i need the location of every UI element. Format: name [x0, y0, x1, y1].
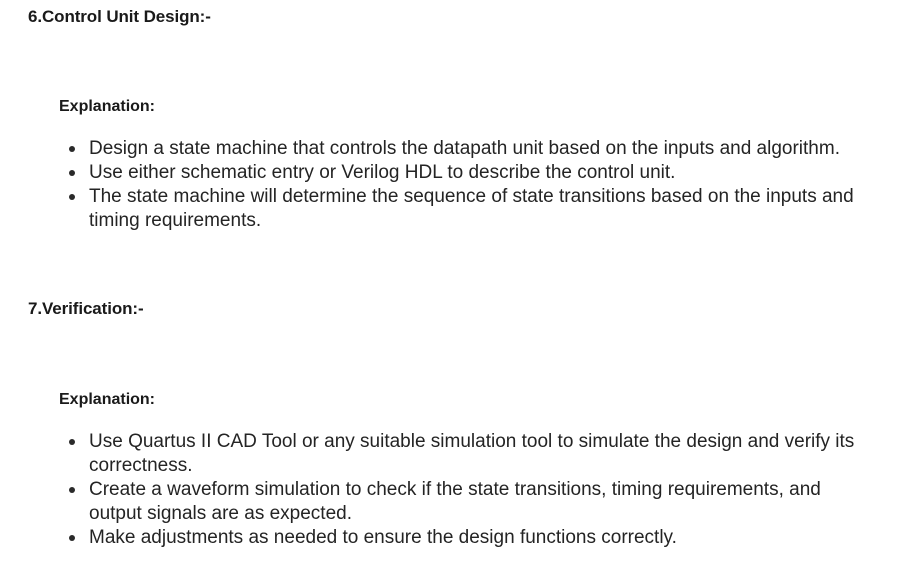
list-item: The state machine will determine the sequence of state transitions based on the inputs and timing requirements.	[89, 185, 869, 233]
section-7-explanation-label: Explanation:	[59, 391, 156, 408]
list-item: Design a state machine that controls the datapath unit based on the inputs and algorithm.	[89, 137, 869, 161]
section-6-heading: 6.Control Unit Design:-	[28, 7, 211, 26]
section-7-heading: 7.Verification:-	[28, 299, 144, 318]
list-item: Use Quartus II CAD Tool or any suitable simulation tool to simulate the design and verify its correctness.	[89, 430, 869, 478]
section-6-bullet-list	[59, 137, 869, 233]
section-6-explanation-label: Explanation:	[59, 98, 156, 115]
list-item: Use either schematic entry or Verilog HDL to describe the control unit.	[89, 161, 869, 185]
list-item: Create a waveform simulation to check if the state transitions, timing requirements, and output signals are as expected.	[89, 478, 869, 526]
section-7-bullet-list	[59, 430, 869, 550]
list-item: Make adjustments as needed to ensure the design functions correctly.	[89, 526, 869, 550]
